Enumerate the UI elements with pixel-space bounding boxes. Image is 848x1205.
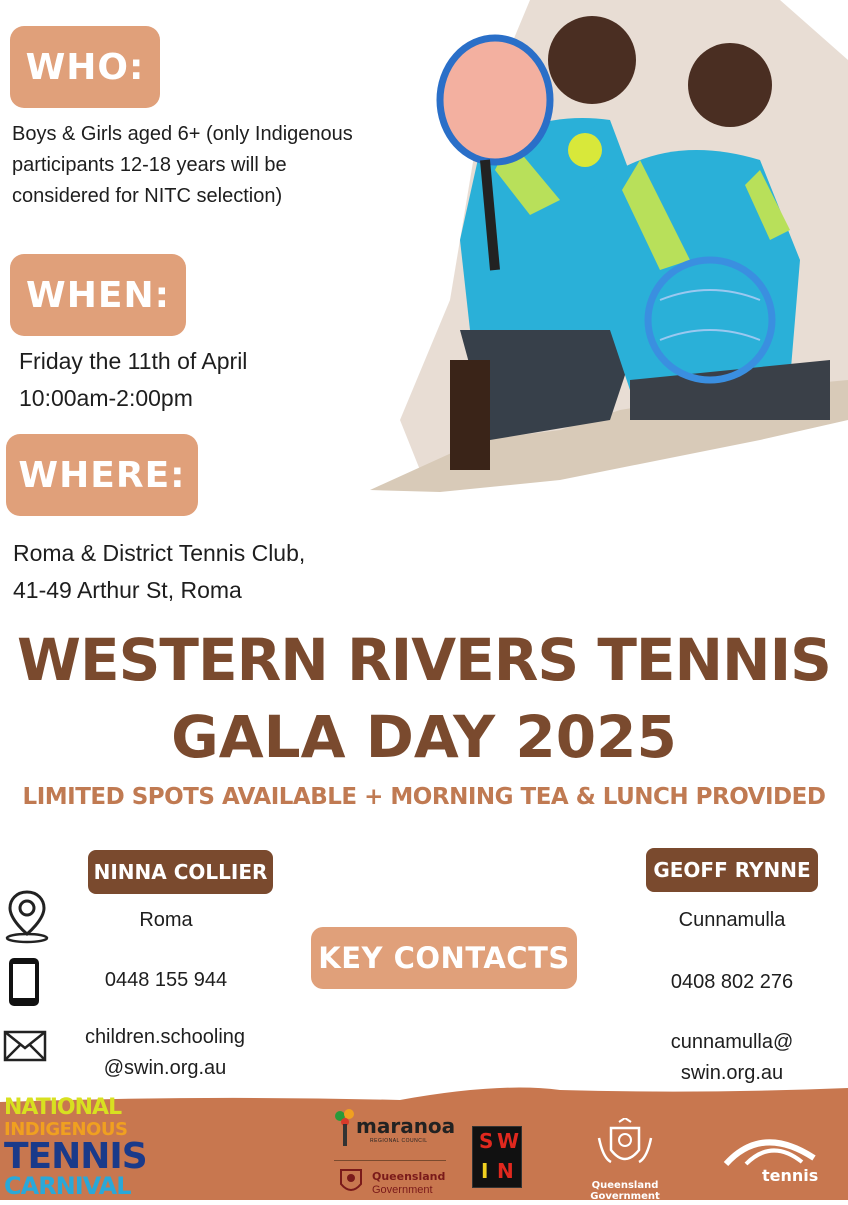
contact-left-phone: 0448 155 944 <box>104 969 228 991</box>
swin-letter-s: S <box>479 1129 494 1153</box>
swin-logo <box>472 1126 522 1188</box>
hero-photo <box>360 0 848 500</box>
nitc-logo-line2: INDIGENOUS <box>4 1119 128 1140</box>
envelope-icon <box>2 1028 48 1064</box>
qld-crest-icon <box>595 1118 655 1174</box>
tennis-swoosh-icon <box>722 1128 818 1168</box>
contact-right-location: Cunnamulla <box>678 909 786 931</box>
when-line1: Friday the 11th of April <box>19 348 248 374</box>
qld-small-line2: Government <box>372 1184 433 1196</box>
contact-left-email-line1[interactable]: children.schooling <box>84 1026 246 1048</box>
players-illustration <box>360 0 848 500</box>
key-contacts-label: KEY CONTACTS <box>311 927 577 989</box>
location-pin-icon <box>2 888 52 944</box>
swin-letter-w: W <box>497 1129 520 1153</box>
where-heading: WHERE: <box>6 434 198 516</box>
phone-icon <box>6 956 42 1008</box>
contact-right-phone: 0408 802 276 <box>670 971 794 993</box>
contact-right-name: GEOFF RYNNE <box>646 848 818 892</box>
who-heading: WHO: <box>10 26 160 108</box>
qld-small-logo <box>334 1160 446 1199</box>
nitc-logo <box>4 1096 162 1200</box>
qld-crest-small-icon <box>336 1164 366 1198</box>
nitc-logo-line4: CARNIVAL <box>4 1172 131 1200</box>
nitc-logo-line1: NATIONAL <box>4 1095 122 1120</box>
where-line2: 41-49 Arthur St, Roma <box>13 577 242 603</box>
qld-gov-text: Queensland Government <box>590 1180 660 1202</box>
contact-right-email-line2[interactable]: swin.org.au <box>680 1062 784 1084</box>
maranoa-subname: REGIONAL COUNCIL <box>370 1138 428 1144</box>
tennis-australia-logo <box>722 1128 818 1188</box>
event-title-line2: GALA DAY 2025 <box>171 703 677 771</box>
event-subtitle: LIMITED SPOTS AVAILABLE + MORNING TEA & LUNCH PROVIDED <box>22 784 826 810</box>
contact-right-email-line1[interactable]: cunnamulla@ <box>670 1031 794 1053</box>
nitc-logo-line3: TENNIS <box>4 1136 147 1177</box>
tennis-text: tennis <box>762 1166 819 1185</box>
swin-letter-i: I <box>481 1159 489 1183</box>
event-title-line1: WESTERN RIVERS TENNIS <box>17 626 831 694</box>
qld-small-line1: Queensland <box>372 1170 446 1183</box>
when-heading: WHEN: <box>10 254 186 336</box>
contact-left-name: NINNA COLLIER <box>88 850 273 894</box>
maranoa-name: maranoa <box>356 1114 456 1138</box>
contact-left-email-line2[interactable]: @swin.org.au <box>103 1057 227 1079</box>
maranoa-tree-icon <box>334 1108 356 1148</box>
contact-left-location: Roma <box>139 909 193 931</box>
who-text: Boys & Girls aged 6+ (only Indigenous participants 12-18 years will be considered for NITC selection) <box>12 123 353 207</box>
swin-letter-n: N <box>497 1159 514 1183</box>
where-line1: Roma & District Tennis Club, <box>13 540 306 566</box>
when-line2: 10:00am-2:00pm <box>19 385 193 411</box>
maranoa-logo <box>334 1108 456 1152</box>
qld-gov-logo <box>560 1118 690 1202</box>
